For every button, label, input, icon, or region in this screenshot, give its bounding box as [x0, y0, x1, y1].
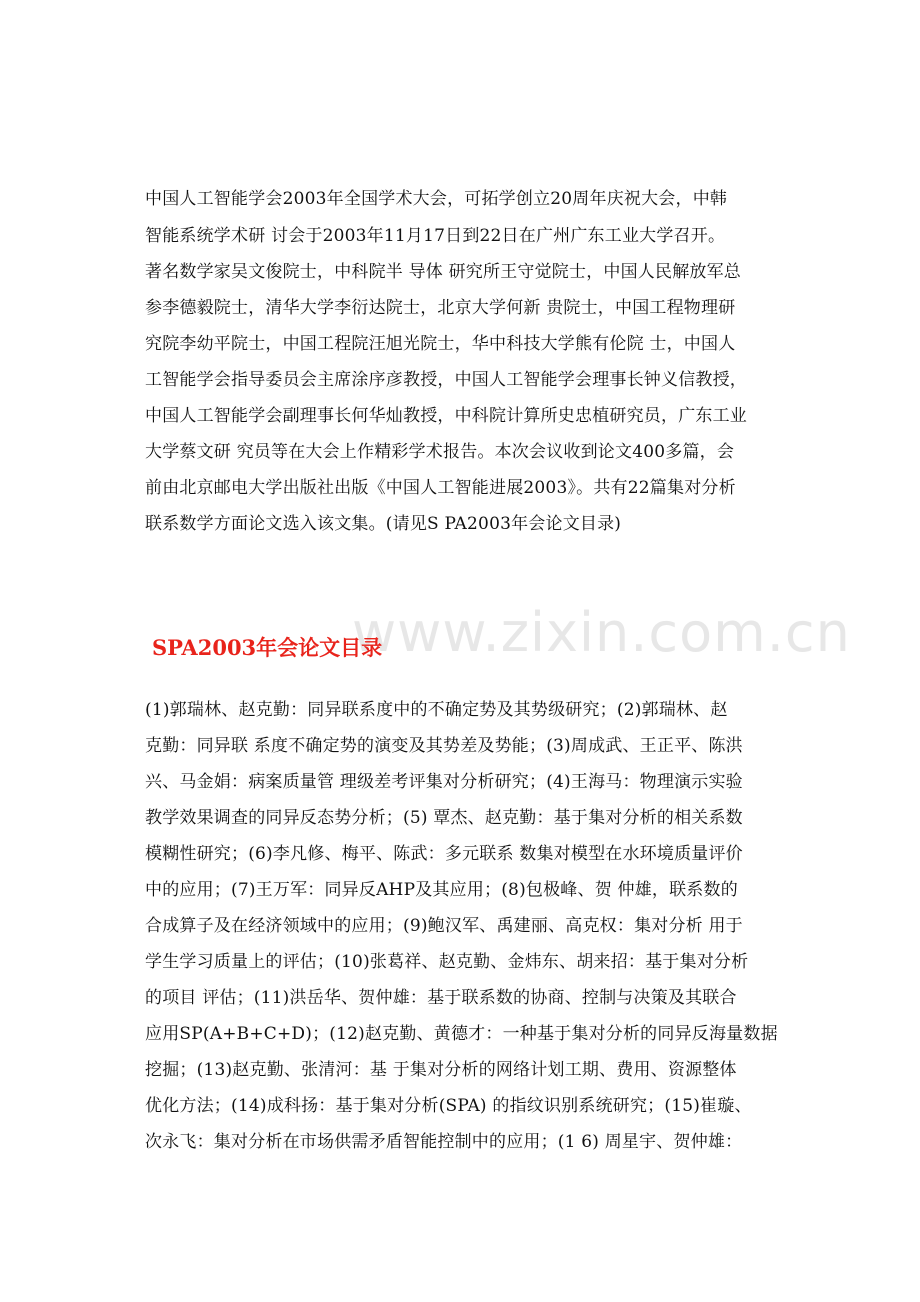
intro-line: 中国人工智能学会2003年全国学术大会，可拓学创立20周年庆祝大会，中韩	[145, 189, 728, 209]
paper-list-line: 应用SP(A+B+C+D)；(12)赵克勤、黄德才：一种基于集对分析的同异反海量数据	[145, 1024, 778, 1044]
intro-line: 著名数学家吴文俊院士，中科院半 导体 研究所王守觉院士，中国人民解放军总	[145, 262, 742, 282]
paper-list-line: (1)郭瑞林、赵克勤：同异联系度中的不确定势及其势级研究；(2)郭瑞林、赵	[145, 700, 728, 720]
intro-line: 工智能学会指导委员会主席涂序彦教授，中国人工智能学会理事长钟义信教授，	[145, 370, 747, 390]
intro-line: 智能系统学术研 讨会于2003年11月17日到22日在广州广东工业大学召开。	[145, 226, 726, 246]
intro-line: 中国人工智能学会副理事长何华灿教授，中科院计算所史忠植研究员，广东工业	[145, 406, 747, 426]
paper-list-line: 兴、马金娟：病案质量管 理级差考评集对分析研究；(4)王海马：物理演示实验	[145, 772, 743, 792]
paper-list-line: 挖掘；(13)赵克勤、张清河：基 于集对分析的网络计划工期、费用、资源整体	[145, 1060, 737, 1080]
intro-line: 联系数学方面论文选入该文集。(请见S PA2003年会论文目录)	[145, 514, 622, 534]
intro-line: 大学蔡文研 究员等在大会上作精彩学术报告。本次会议收到论文400多篇，会	[145, 442, 735, 462]
paper-list-line: 合成算子及在经济领域中的应用；(9)鲍汉军、禹建丽、高克权：集对分析 用于	[145, 916, 743, 936]
intro-line: 参李德毅院士，清华大学李衍达院士，北京大学何新 贵院士，中国工程物理研	[145, 298, 736, 318]
intro-line: 前由北京邮电大学出版社出版《中国人工智能进展2003》。共有22篇集对分析	[145, 478, 736, 498]
paper-list-line: 优化方法；(14)成科扬：基于集对分析(SPA) 的指纹识别系统研究；(15)崔璇、	[145, 1096, 752, 1116]
paper-list-line: 学生学习质量上的评估；(10)张葛祥、赵克勤、金炜东、胡来招：基于集对分析	[145, 952, 749, 972]
paper-list-line: 教学效果调查的同异反态势分析；(5) 覃杰、赵克勤：基于集对分析的相关系数	[145, 808, 743, 828]
paper-list-line: 次永飞：集对分析在市场供需矛盾智能控制中的应用；(1 6) 周星宇、贺仲雄：	[145, 1132, 743, 1152]
paper-list-line: 模糊性研究；(6)李凡修、梅平、陈武：多元联系 数集对模型在水环境质量评价	[145, 844, 743, 864]
paper-list-line: 克勤：同异联 系度不确定势的演变及其势差及势能；(3)周成武、王正平、陈洪	[145, 736, 743, 756]
watermark: www.zixin.com.cn	[352, 601, 851, 664]
intro-line: 究院李幼平院士，中国工程院汪旭光院士，华中科技大学熊有伦院 士，中国人	[145, 334, 736, 354]
paper-list-line: 的项目 评估；(11)洪岳华、贺仲雄：基于联系数的协商、控制与决策及其联合	[145, 988, 737, 1008]
section-heading: SPA2003年会论文目录	[152, 635, 383, 660]
paper-list-line: 中的应用；(7)王万军：同异反AHP及其应用；(8)包极峰、贺 仲雄，联系数的	[145, 880, 738, 900]
